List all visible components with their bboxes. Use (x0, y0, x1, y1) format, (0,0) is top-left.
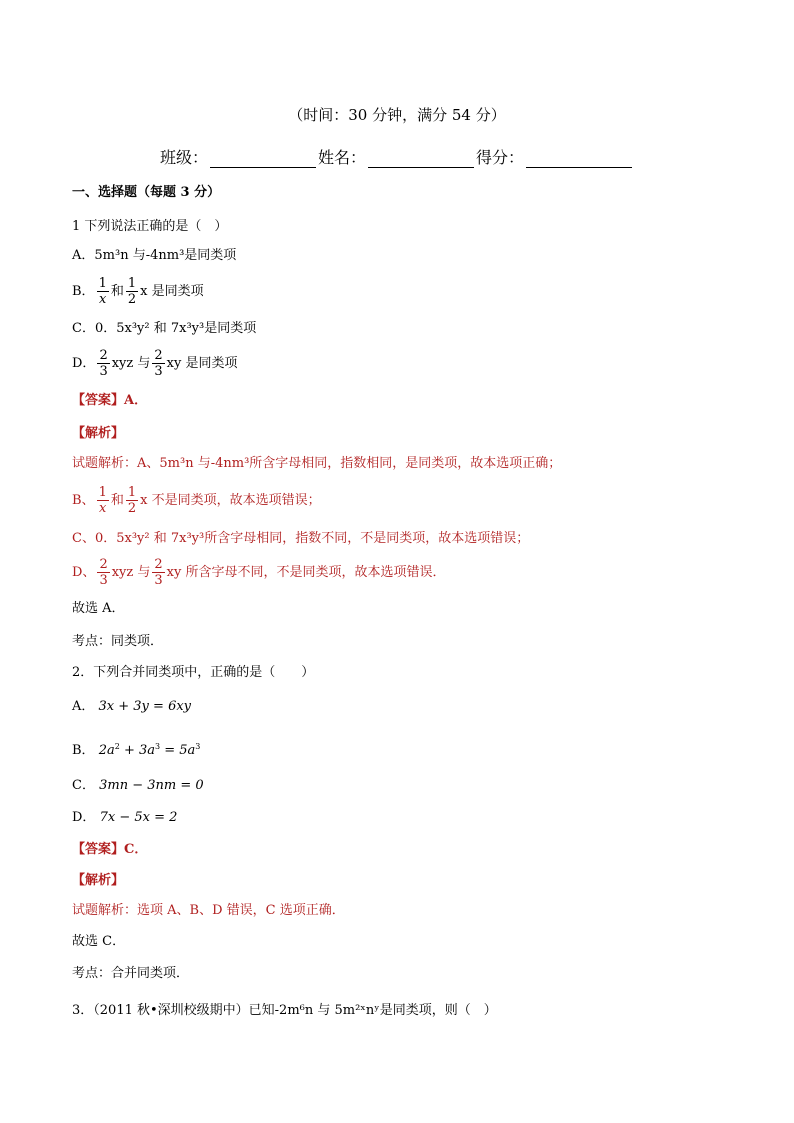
student-info-row (0, 148, 794, 168)
analysis-d-suffix: xy 所含字母不同，不是同类项，故本选项错误． (166, 565, 446, 580)
fraction-1-over-2 (126, 485, 138, 516)
q1-option-a: A．5m³n 与-4nm³是同类项 (72, 248, 237, 263)
frac-numerator: 1 (127, 485, 137, 500)
q1-b-label: B． (72, 284, 95, 299)
q2-option-a (72, 698, 191, 716)
q2-option-b (72, 742, 200, 760)
q1-analysis-c: C、0．5x³y² 和 7x³y³所含字母相同，指数不同，不是同类项，故本选项错误； (72, 531, 530, 546)
q2-c-expr: 3mn − 3nm = 0 (99, 778, 204, 793)
q2-b-exp2: 3 (155, 742, 161, 751)
analysis-b-mid: 和 (110, 493, 124, 508)
q2-answer: 【答案】C． (72, 842, 148, 857)
frac-denominator: 3 (154, 573, 163, 588)
frac-numerator: 2 (99, 557, 108, 572)
frac-numerator: 2 (154, 348, 163, 363)
q1-answer: 【答案】A． (72, 393, 148, 408)
q1-stem: 1 下列说法正确的是（ ） (72, 219, 228, 234)
time-info: （时间：30 分钟，满分 54 分） (288, 106, 506, 124)
frac-denominator: x (99, 501, 107, 516)
q1-analysis-title: 【解析】 (72, 426, 125, 441)
frac-denominator: x (99, 292, 107, 307)
frac-denominator: 3 (99, 364, 108, 379)
q2-a-label: A． (72, 699, 95, 714)
q1-option-d (72, 346, 237, 382)
q2-a-expr: 3x + 3y = 6xy (98, 699, 192, 714)
q1-conclusion: 故选 A． (72, 601, 125, 616)
fraction-1-over-x (97, 485, 109, 516)
q2-analysis: 试题解析：选项 A、B、D 错误，C 选项正确． (72, 903, 345, 918)
analysis-b-label: B、 (72, 493, 95, 508)
fraction-2-over-3 (152, 557, 164, 588)
score-label: 得分： (476, 148, 525, 167)
q2-d-expr: 7x − 5x = 2 (99, 810, 178, 825)
frac-numerator: 2 (154, 557, 163, 572)
name-blank[interactable] (368, 151, 474, 168)
q2-analysis-title: 【解析】 (72, 873, 125, 888)
fraction-1-over-2 (126, 276, 138, 307)
class-blank[interactable] (210, 151, 316, 168)
name-label: 姓名： (317, 148, 366, 167)
fraction-1-over-x (97, 276, 109, 307)
frac-denominator: 2 (127, 501, 137, 516)
frac-numerator: 1 (98, 276, 107, 291)
q1-topic: 考点：同类项． (72, 634, 164, 649)
q1-d-suffix: xy 是同类项 (166, 356, 238, 371)
analysis-b-suffix: x 不是同类项，故本选项错误； (140, 493, 321, 508)
fraction-2-over-3 (152, 348, 164, 379)
q2-b-term1: 2a (98, 743, 115, 758)
q1-option-c: C．0．5x³y² 和 7x³y³是同类项 (72, 321, 257, 336)
frac-denominator: 2 (127, 292, 137, 307)
class-label: 班级： (159, 148, 208, 167)
score-blank[interactable] (526, 151, 632, 168)
q2-d-label: D． (72, 810, 96, 825)
q1-analysis-b (72, 483, 321, 519)
q2-b-exp1: 2 (114, 742, 120, 751)
q2-conclusion: 故选 C． (72, 934, 126, 949)
q1-b-suffix: x 是同类项 (140, 284, 204, 299)
frac-numerator: 1 (98, 485, 107, 500)
analysis-d-mid: xyz 与 (111, 565, 151, 580)
analysis-d-label: D、 (72, 565, 96, 580)
q1-d-label: D． (72, 356, 96, 371)
q2-c-label: C． (72, 778, 95, 793)
q2-b-term3: = 5a (164, 743, 196, 758)
frac-denominator: 3 (154, 364, 163, 379)
q1-b-mid: 和 (110, 284, 124, 299)
q2-option-d (72, 809, 177, 827)
q1-option-b (72, 274, 204, 310)
q1-analysis-a: 试题解析：A、5m³n 与-4nm³所含字母相同，指数相同，是同类项，故本选项正确； (72, 456, 562, 471)
frac-numerator: 1 (127, 276, 137, 291)
q2-b-label: B． (72, 743, 95, 758)
frac-denominator: 3 (99, 573, 108, 588)
q3-stem: 3．（2011 秋•深圳校级期中）已知-2m⁶n 与 5m²ˣnʸ是同类项，则（ ） (72, 1003, 497, 1018)
q2-option-c (72, 777, 204, 795)
frac-numerator: 2 (99, 348, 108, 363)
q2-b-term2: + 3a (123, 743, 156, 758)
fraction-2-over-3 (97, 557, 109, 588)
q2-topic: 考点：合并同类项． (72, 966, 190, 981)
q2-b-exp3: 3 (195, 742, 201, 751)
section-title: 一、选择题（每题 3 分） (72, 185, 221, 200)
q1-analysis-d (72, 555, 445, 591)
fraction-2-over-3 (97, 348, 109, 379)
q1-d-mid: xyz 与 (111, 356, 151, 371)
q2-stem: 2．下列合并同类项中，正确的是（ ） (72, 665, 315, 680)
